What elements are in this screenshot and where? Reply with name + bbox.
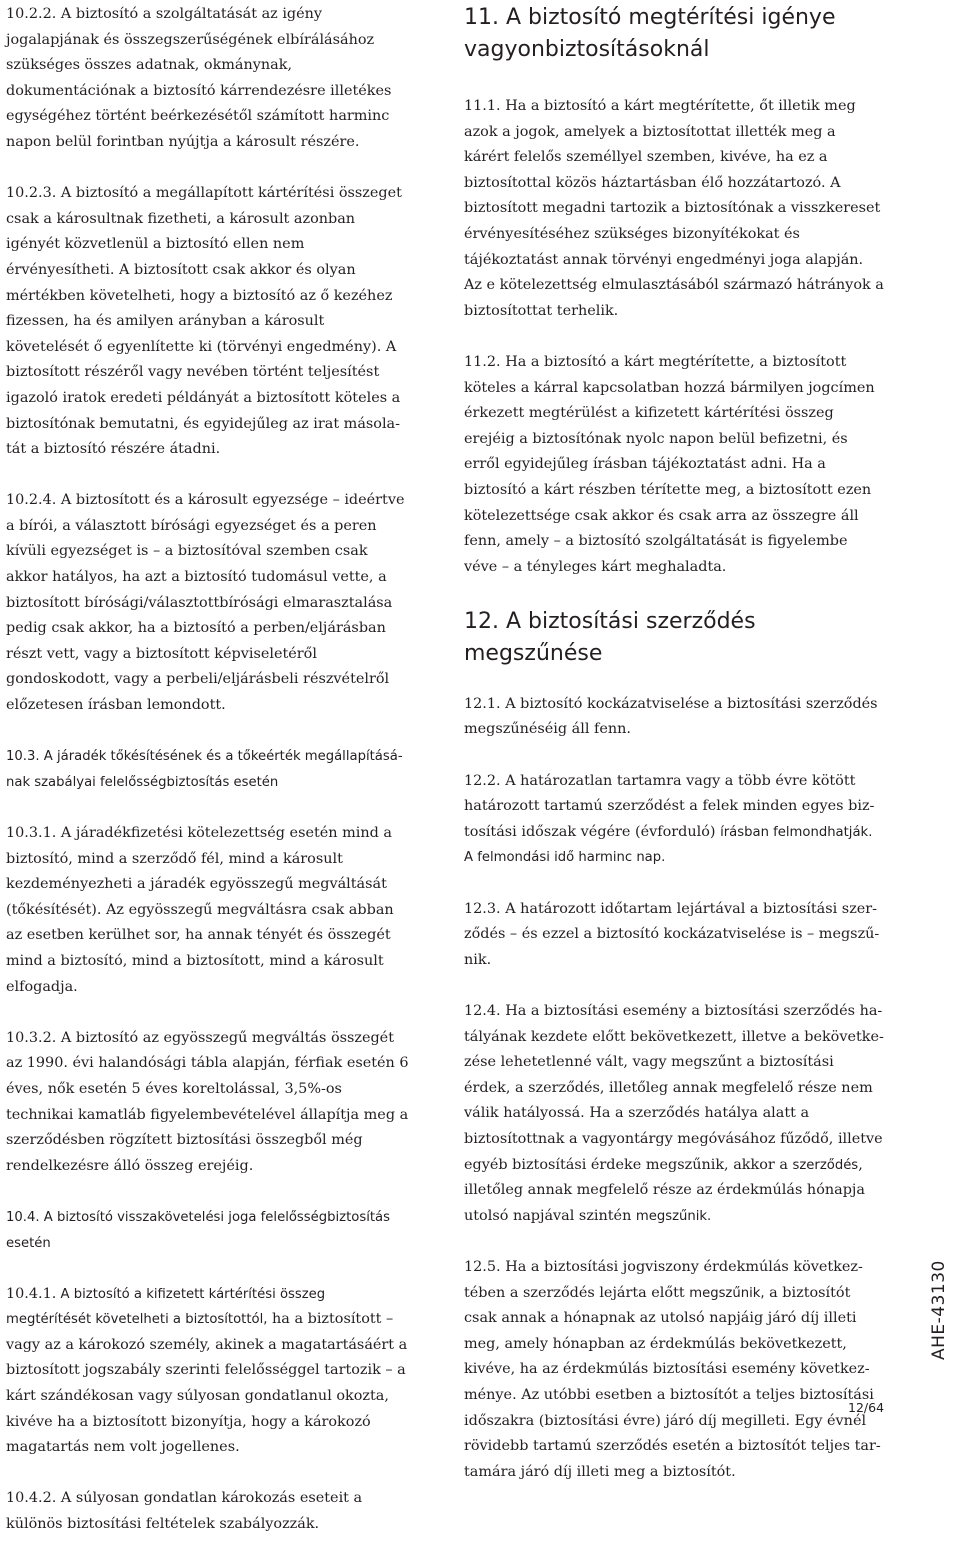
heading-text: A biztosító visszakövetelési joga felelősségbiztosítás esetén <box>6 1209 391 1251</box>
paragraph-10-3-1 <box>6 821 410 1000</box>
heading-number: 10.4. <box>6 1209 40 1225</box>
paragraph-10-3-2 <box>6 1026 410 1180</box>
paragraph-text: A járadékfizetési kötelezettség esetén mind a biztosító, mind a szerződő fél, mind a károsult kezdeményezheti a járadék egyösszegű megváltását (tőkésítését). Az egyösszegű megváltásra csak abban az esetben kerülhet sor, ha annak tényét és összegét mind a biztosító, mind a biztosított, mind a károsult elfogadja. <box>6 825 394 995</box>
paragraph-emphasis: A biztosító a kifizetett kártérítési összeg megtérítését követelheti a biztosítottól, <box>6 1286 326 1328</box>
paragraph-12-4 <box>464 999 884 1229</box>
paragraph-number: 12.2. <box>464 772 501 789</box>
paragraph-text: , illetőleg annak megfelelő része az érdekmúlás hónapja utolsó napjával szintén <box>464 1156 865 1224</box>
paragraph-text: a biztosítót csak annak a hónapnak az utolsó napjáig járó díj illeti meg, amely hónapban az érdekmúlás bekövetkezett, kivéve, ha az érdekmúlás biztosítási esemény következménye. Az utóbbi esetben a biztosítót a teljes biztosítási időszakra (biztosítási évre) járó díj megilleti. Egy évnél rövidebb tartamú szerződés esetén a biztosítót teljes tartamára járó díj illeti meg a biztosítót. <box>464 1284 881 1480</box>
paragraph-text: A biztosító kockázatviselése a biztosítási szerződés megszűnéséig áll fenn. <box>464 695 878 738</box>
paragraph-number: 12.3. <box>464 900 501 917</box>
heading-10-3 <box>6 744 410 795</box>
paragraph-text: ha a biztosított – vagy az a károkozó személy, akinek a magatartásáért a biztosított jogszabály szerinti felelősséggel tartozik – a kárt szándékosan vagy súlyosan gondatlanul okozta, kivéve ha a biztosított bizonyítja, hogy a károkozó magatartás nem volt jogellenes. <box>6 1311 408 1456</box>
paragraph-text: A biztosított és a károsult egyezsége – ideértve a bírói, a választott bírósági egyezséget és a peren kívüli egyezséget is – a biztosítóval szemben csak akkor hatályos, ha azt a biztosító tudomásul vette, a biztosított bírósági/választottbírósági elmarasztalása pedig csak akkor, ha a biztosító a perben/eljárásban részt vett, vagy a biztosított képviseletéről gondoskodott, vagy a perbeli/eljárásbeli részvételről előzetesen írásban lemondott. <box>6 492 405 714</box>
paragraph-10-2-4 <box>6 488 410 718</box>
paragraph-emphasis: megszűnik, <box>689 1285 765 1301</box>
paragraph-12-3 <box>464 897 884 974</box>
paragraph-10-4-2 <box>6 1486 410 1537</box>
paragraph-number: 10.2.3. <box>6 185 57 202</box>
paragraph-text: Ha a biztosító a kárt megtérítette, őt illetik meg azok a jogok, amelyek a biztosítottat illették meg a kárért felelős személlyel szemben, kivéve, ha ez a biztosítottal közös háztartásban élő hozzátartozó. A biztosított megadni tartozik a biztosítónak a visszkereset érvényesítéséhez szükséges bizonyítékokat és tájékoztatást annak törvényi engedményi joga alapján. Az e kötelezettség elmulasztásából származó hátrányok a biztosítottat terhelik. <box>464 98 884 319</box>
left-column <box>6 2 410 1563</box>
page-number: 12/64 <box>848 1400 885 1415</box>
paragraph-number: 12.5. <box>464 1258 501 1275</box>
heading-text: A járadék tőkésítésének és a tőkeérték megállapításának szabályai felelősségbiztosítás esetén <box>6 749 403 790</box>
paragraph-number: 12.1. <box>464 695 501 712</box>
paragraph-text: A biztosító a szolgáltatását az igény jogalapjának és összegszerűségének elbírálásához szükséges összes adatnak, okmánynak, dokumentációnak a biztosító kárrendezésre illetékes egységéhez történt beérkezésétől számított harminc napon belül forintban nyújtja a károsult részére. <box>6 6 392 150</box>
paragraph-number: 10.2.2. <box>6 6 57 22</box>
paragraph-11-2 <box>464 350 884 580</box>
paragraph-emphasis: írásban felmondhatják. A felmondási idő harminc nap. <box>464 824 873 866</box>
paragraph-emphasis: megszűnik. <box>635 1208 712 1224</box>
paragraph-10-2-2 <box>6 2 410 156</box>
paragraph-text: A határozott időtartam lejártával a biztosítási szerződés – és ezzel a biztosító kockázatviselése is – megszűnik. <box>464 900 880 968</box>
paragraph-12-5 <box>464 1255 884 1485</box>
paragraph-text: Ha a biztosítási jogviszony érdekmúlás következtében a szerződés lejárta előtt <box>464 1258 863 1301</box>
paragraph-number: 11.1. <box>464 98 501 114</box>
right-column <box>464 2 884 1511</box>
paragraph-number: 10.3.1. <box>6 825 57 841</box>
paragraph-number: 12.4. <box>464 1003 501 1019</box>
paragraph-text: A súlyosan gondatlan károkozás eseteit a különös biztosítási feltételek szabályozzák. <box>6 1490 363 1533</box>
heading-number: 10.3. <box>6 749 40 765</box>
section-12-title: 12. A biztosítási szerződés megszűnése <box>464 608 756 666</box>
paragraph-text: A biztosító a megállapított kártérítési összeget csak a károsultnak fizetheti, a károsult azonban igényét közvetlenül a biztosító ellen nem érvényesítheti. A biztosított csak akkor és olyan mértékben követelheti, hogy a biztosító az ő kezéhez fizessen, ha és amilyen arányban a károsult követelését ő egyenlítette ki (törvényi engedmény). A biztosított részéről vagy nevében történt teljesítést igazoló iratok eredeti példányát a biztosított köteles a biztosítónak bemutatni, és egyidejűleg az irat másolatát a biztosító részére átadni. <box>6 185 402 458</box>
heading-10-4 <box>6 1205 410 1256</box>
paragraph-number: 10.4.1. <box>6 1285 57 1302</box>
paragraph-10-4-1 <box>6 1282 410 1461</box>
document-code: AHE-43130 <box>929 1260 949 1360</box>
section-11-title: 11. A biztosító megtérítési igénye vagyonbiztosításoknál <box>464 5 836 62</box>
paragraph-number: 10.4.2. <box>6 1490 57 1507</box>
paragraph-number: 10.2.4. <box>6 492 57 509</box>
paragraph-12-1 <box>464 692 884 743</box>
paragraph-11-1 <box>464 94 884 324</box>
paragraph-number: 11.2. <box>464 353 501 370</box>
paragraph-emphasis: szerződés <box>792 1157 859 1173</box>
paragraph-number: 10.3.2. <box>6 1029 57 1046</box>
paragraph-text: Ha a biztosító a kárt megtérítette, a biztosított köteles a kárral kapcsolatban hozzá bármilyen jogcímen érkezett megtérülést a kifizetett kártérítési összeg erejéig a biztosítónak nyolc napon belül befizetni, és erről egyidejűleg írásban tájékoztatást adni. Ha a biztosító a kárt részben térítette meg, a biztosított ezen kötelezettsége csak akkor és csak arra az összegre áll fenn, amely – a biztosító szolgáltatását is figyelembe véve – a tényleges kárt meghaladta. <box>464 353 875 575</box>
paragraph-12-2 <box>464 769 884 871</box>
paragraph-10-2-3 <box>6 181 410 463</box>
paragraph-text: A határozatlan tartamra vagy a több évre kötött határozott tartamú szerződést a felek minden egyes biztosítási időszak végére (évforduló) <box>464 772 875 840</box>
paragraph-text: A biztosító az egyösszegű megváltás összegét az 1990. évi halandósági tábla alapján, férfiak esetén 6 éves, nők esetén 5 éves koreltolással, 3,5%-os technikai kamatláb figyelembevételével állapítja meg a szerződésben rögzített biztosítási összegből még rendelkezésre álló összeg erejéig. <box>6 1029 409 1174</box>
paragraph-text: Ha a biztosítási esemény a biztosítási szerződés hatályának kezdete előtt bekövetkezett, illetve a bekövetkezése lehetetlenné vált, vagy megszűnt a biztosítási érdek, a szerződés, illetőleg annak megfelelő része nem válik hatályossá. Ha a szerződés hatálya alatt a biztosítottnak a vagyontárgy megóvásához fűződő, illetve egyéb biztosítási érdeke megszűnik, akkor a <box>464 1003 884 1173</box>
